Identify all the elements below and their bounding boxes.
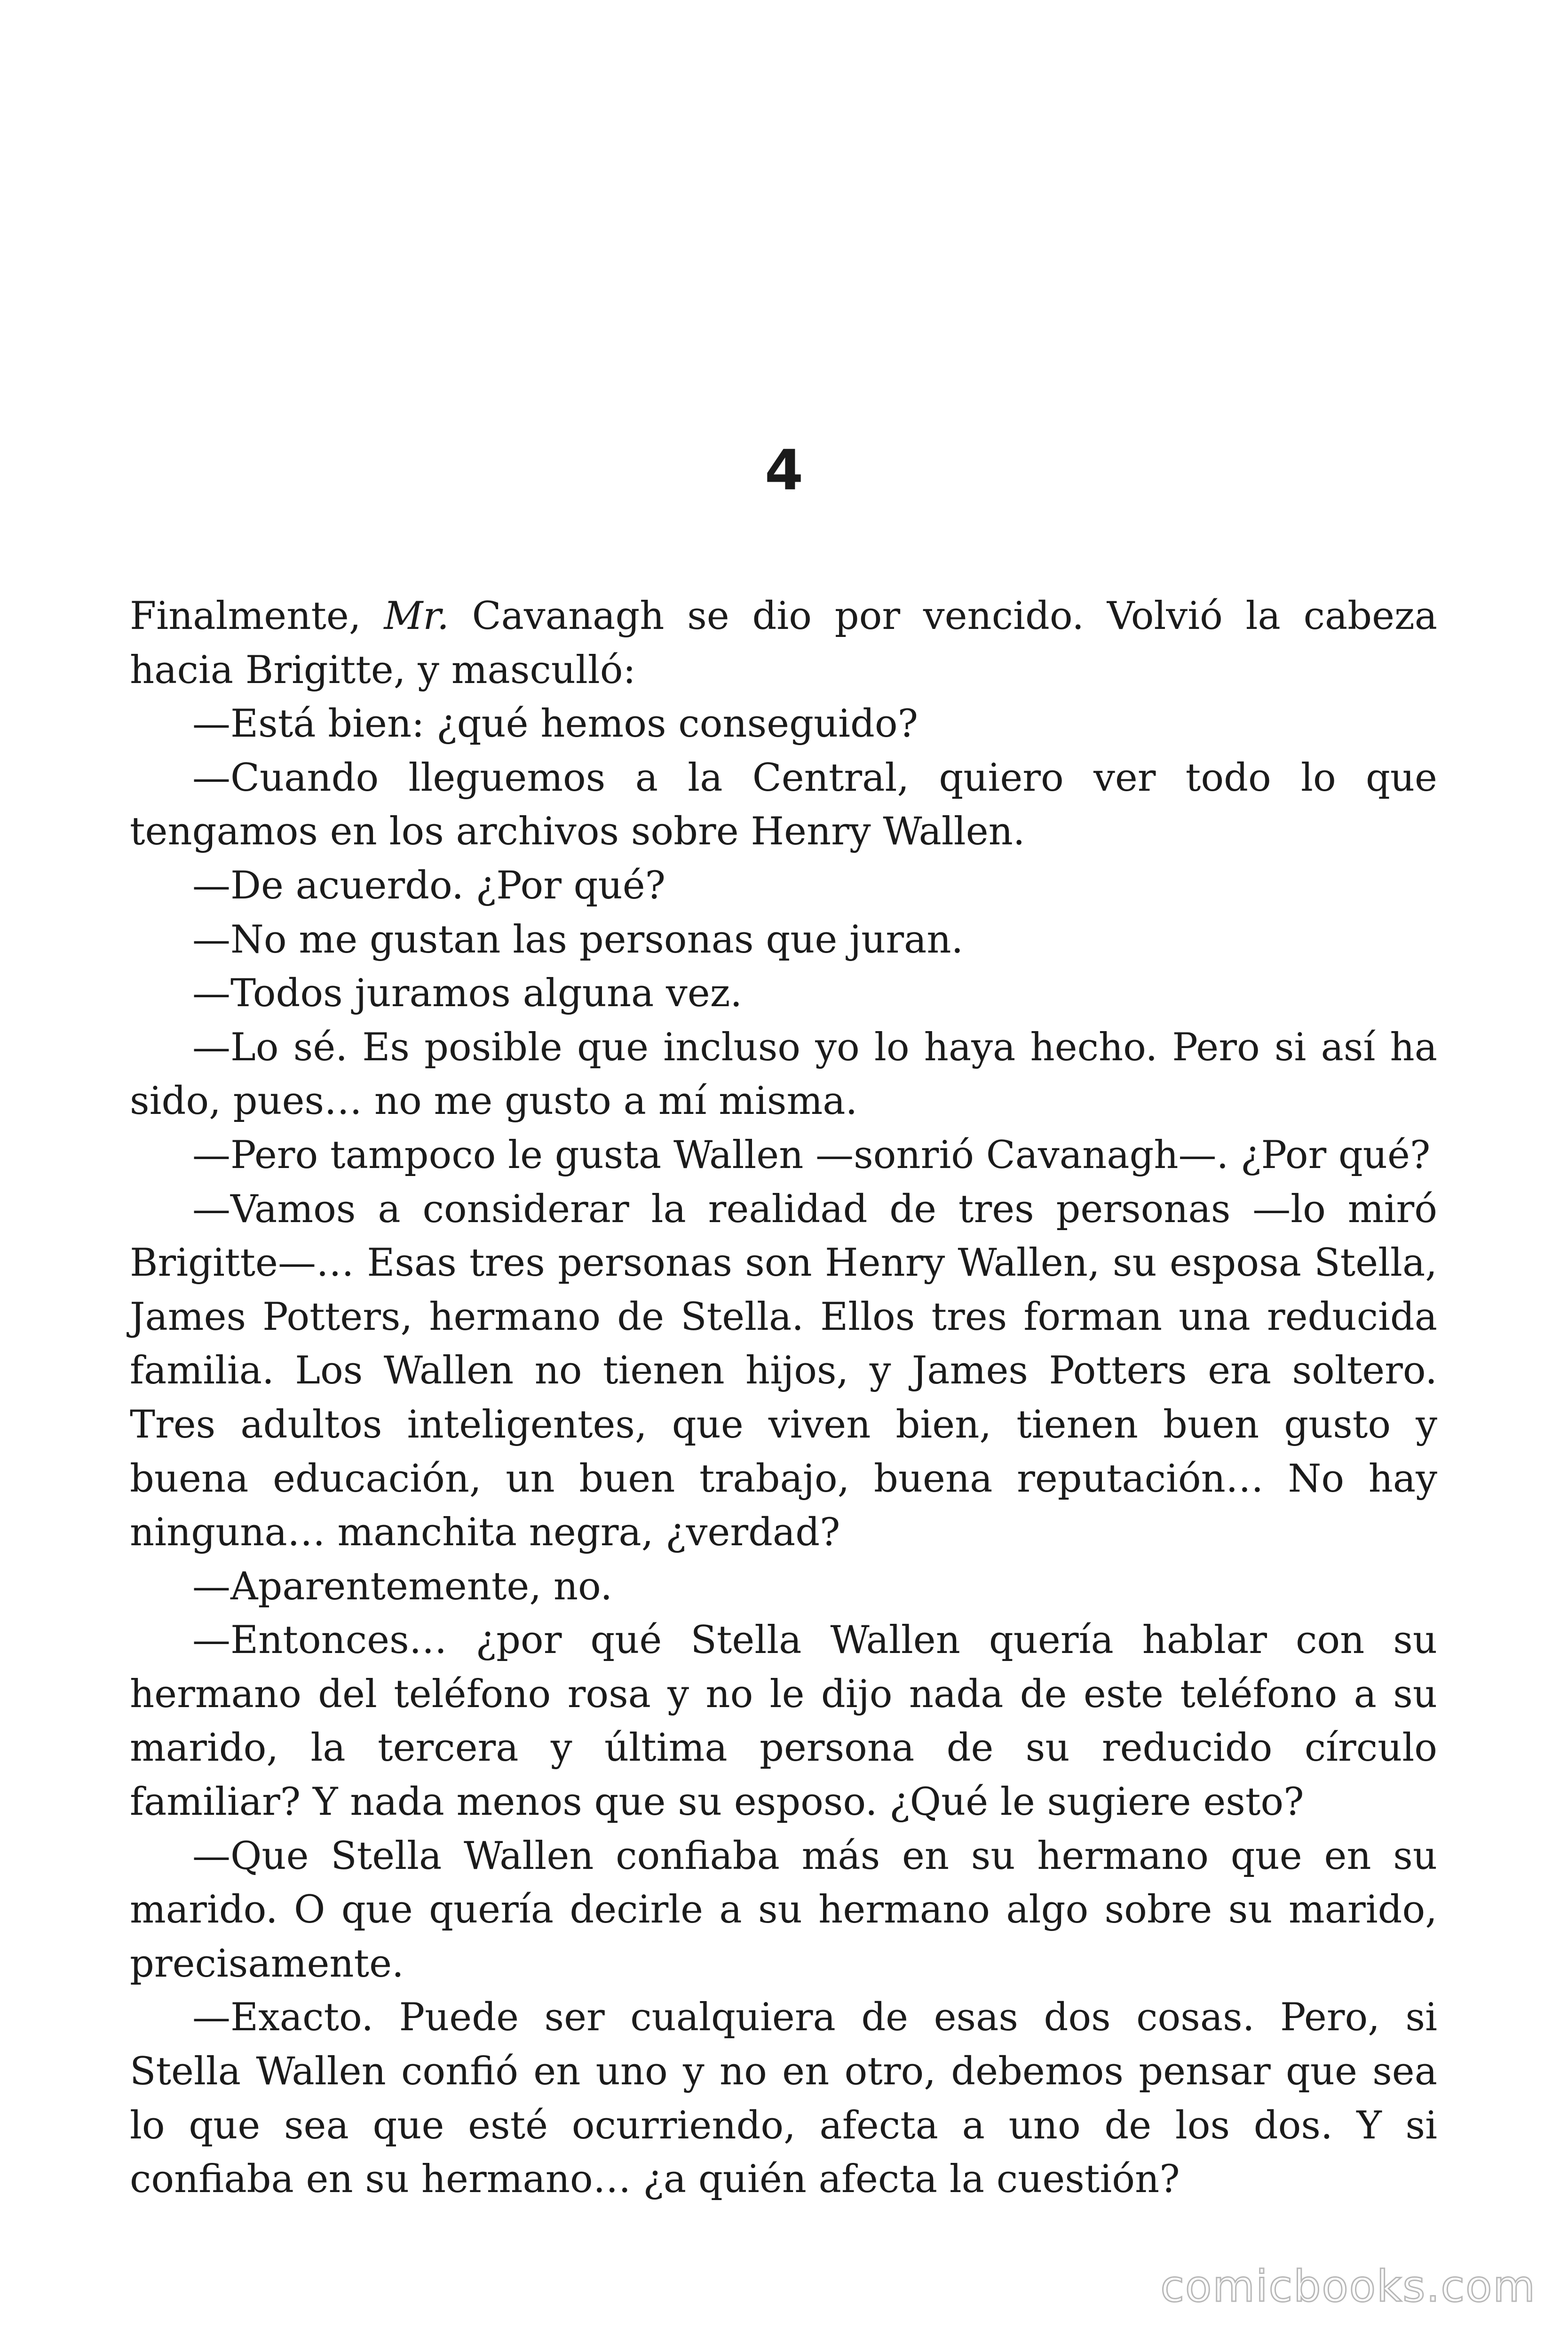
paragraph-text: Finalmente, [130, 594, 384, 638]
paragraph: —Todos juramos alguna vez. [192, 971, 743, 1016]
chapter-body [130, 589, 1437, 2207]
emphasized-text: Mr. [384, 594, 449, 638]
paragraph-text: Cavanagh se dio por vencido. Volvió la cabeza hacia Brigitte, y masculló: [130, 594, 1437, 692]
paragraph: —Vamos a considerar la realidad de tres personas —lo miró Brigitte—… Esas tres personas son Henry Wallen, su esposa Stella, James Potters, hermano de Stella. Ellos tres forman una reducida familia. Los Wallen no tienen hijos, y James Potters era soltero. Tres adultos inteligentes, que viven bien, tienen buen gusto y buena educación, un buen trabajo, buena reputación… No hay ninguna… manchita negra, ¿verdad? [130, 1187, 1437, 1555]
paragraph [130, 589, 1437, 697]
paragraph: —Está bien: ¿qué hemos conseguido? [192, 702, 919, 747]
paragraph: —Exacto. Puede ser cualquiera de esas dos cosas. Pero, si Stella Wallen confió en uno y no en otro, debemos pensar que sea lo que sea que esté ocurriendo, afecta a uno de los dos. Y si confiaba en su hermano… ¿a quién afecta la cuestión? [130, 1995, 1437, 2202]
paragraph: —No me gustan las personas que juran. [192, 917, 964, 962]
paragraph: —Aparentemente, no. [192, 1564, 613, 1609]
paragraph: —Entonces… ¿por qué Stella Wallen quería hablar con su hermano del teléfono rosa y no le dijo nada de este teléfono a su marido, la tercera y última persona de su reducido círculo familiar? Y nada menos que su esposo. ¿Qué le sugiere esto? [130, 1618, 1437, 1825]
paragraph: —Pero tampoco le gusta Wallen —sonrió Cavanagh—. ¿Por qué? [192, 1133, 1431, 1177]
watermark: comicbooks.com [1160, 2261, 1536, 2312]
paragraph: —Lo sé. Es posible que incluso yo lo haya hecho. Pero si así ha sido, pues… no me gusto a mí misma. [130, 1025, 1437, 1124]
chapter-number: 4 [764, 437, 804, 502]
paragraph: —Que Stella Wallen confiaba más en su hermano que en su marido. O que quería decirle a su hermano algo sobre su marido, precisamente. [130, 1834, 1437, 1986]
paragraph: —De acuerdo. ¿Por qué? [192, 863, 666, 908]
paragraph: —Cuando lleguemos a la Central, quiero ver todo lo que tengamos en los archivos sobre Henry Wallen. [130, 755, 1437, 854]
